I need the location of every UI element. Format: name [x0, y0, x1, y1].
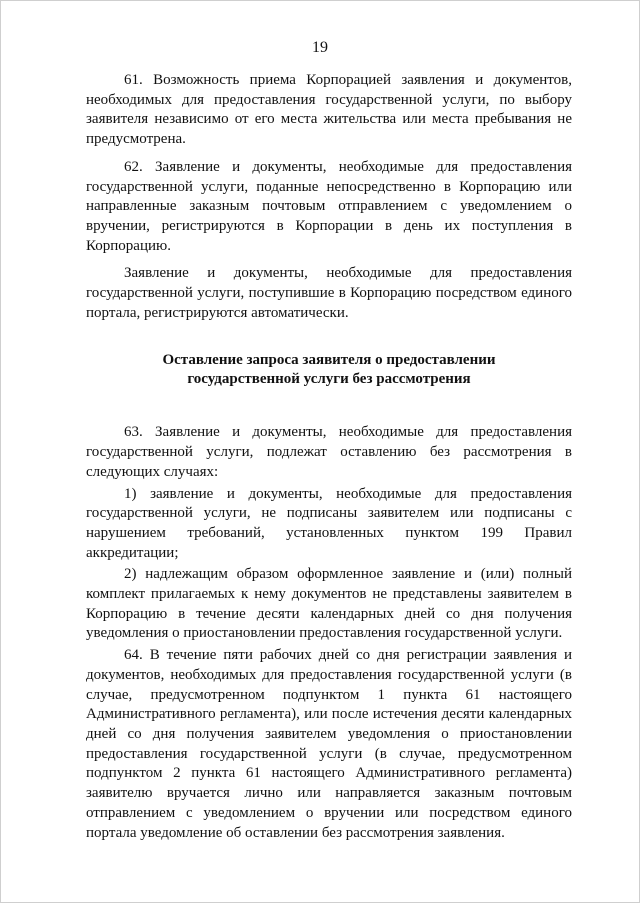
paragraph-63-item-2: 2) надлежащим образом оформленное заявление и (или) полный комплект прилагаемых к нему документов не представлены заявителем в Корпорацию в течение десяти календарных дней со дня получения уведомления о приостановлении предоставления государственной услуги.: [86, 566, 572, 642]
paragraph-62-continued: Заявление и документы, необходимые для предоставления государственной услуги, поступившие в Корпорацию посредством единого портала, регистрируются автоматически.: [86, 265, 572, 321]
section-heading-line-2: государственной услуги без рассмотрения: [187, 371, 471, 388]
paragraph-63: 63. Заявление и документы, необходимые для предоставления государственной услуги, подлежат оставлению без рассмотрения в следующих случаях:: [86, 424, 572, 480]
section-heading-line-1: Оставление запроса заявителя о предоставлении: [162, 352, 496, 369]
paragraph-62: 62. Заявление и документы, необходимые для предоставления государственной услуги, поданные непосредственно в Корпорацию или направленные заказным почтовым отправлением с уведомлением о вручении, регистрируются в Корпорации в день их поступления в Корпорацию.: [86, 158, 572, 254]
page-number: 19: [312, 39, 328, 56]
paragraph-61: 61. Возможность приема Корпорацией заявления и документов, необходимых для предоставления государственной услуги, по выбору заявителя независимо от его места жительства или места пребывания не предусмотрена.: [86, 72, 572, 148]
paragraph-63-item-1: 1) заявление и документы, необходимые для предоставления государственной услуги, не подписаны заявителем или подписаны с нарушением требований, установленных пунктом 199 Правил аккредитации;: [86, 485, 572, 561]
section-heading: [86, 351, 572, 389]
document-body: [86, 71, 572, 845]
paragraph-64: 64. В течение пяти рабочих дней со дня регистрации заявления и документов, необходимых для предоставления государственной услуги (в случае, предусмотренном подпунктом 1 пункта 61 настоящего Административного регламента), или после истечения десяти календарных дней со дня получения заявителем уведомления о приостановлении предоставления государственной услуги (в случае, предусмотренном подпунктом 2 пункта 61 настоящего Административного регламента) заявителю вручается лично или направляется заказным почтовым отправлением с уведомлением о вручении или посредством единого портала уведомление об оставлении без рассмотрения заявления.: [86, 647, 572, 841]
